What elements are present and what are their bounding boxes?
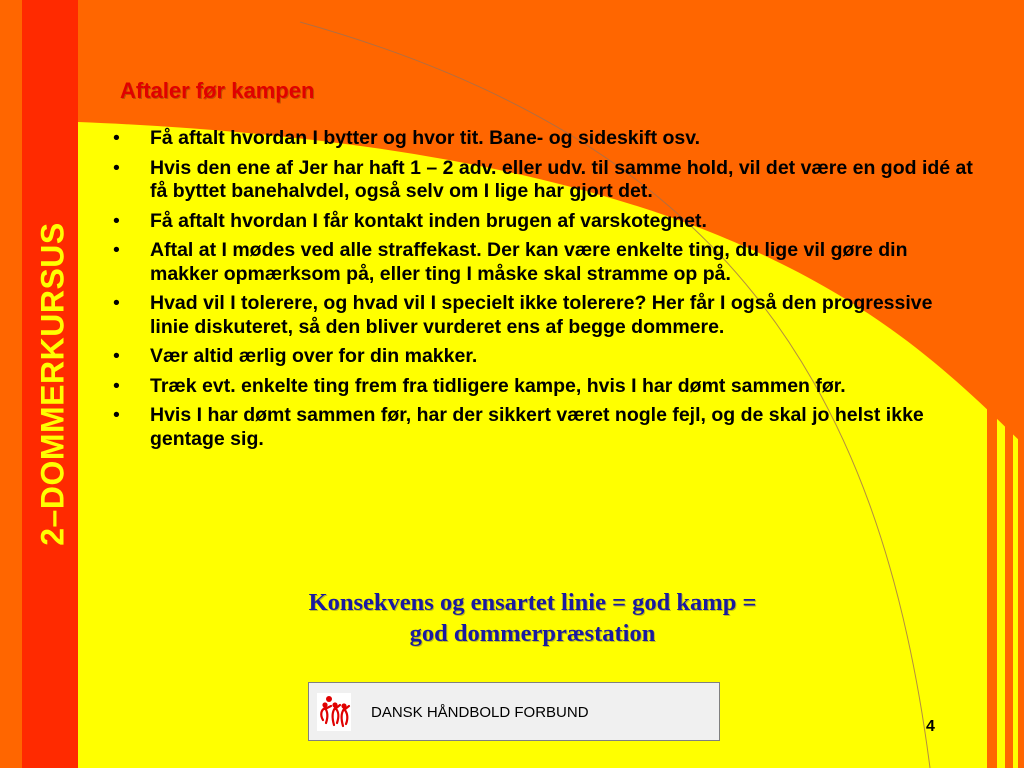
bullet-item (113, 345, 973, 369)
bullet-marker: • (113, 209, 120, 232)
bullet-marker: • (113, 239, 120, 261)
bullet-marker: • (113, 292, 120, 314)
bullet-text: Hvad vil I tolerere, og hvad vil I specielt ikke tolerere? Her får I også den progressive linie diskuteret, så den bliver vurderet ens af begge dommere. (150, 292, 933, 338)
bullet-marker: • (113, 127, 120, 149)
conclusion-line-2: god dommerpræstation (409, 620, 656, 647)
organization-name: DANSK HÅNDBOLD FORBUND (371, 704, 589, 721)
bullet-marker: • (113, 156, 120, 179)
page-number: 4 (926, 718, 935, 735)
bullet-text: Hvis I har dømt sammen før, har der sikkert været nogle fejl, og de skal jo helst ikke gentage sig. (150, 404, 924, 450)
bullet-text: Aftal at I mødes ved alle straffekast. Der kan være enkelte ting, du lige vil gøre din makker opmærksom på, eller ting I måske skal stramme op på. (150, 239, 908, 285)
bullet-marker: • (113, 404, 120, 426)
bullet-item (113, 210, 973, 234)
bullet-item (113, 404, 973, 451)
right-stripe-1 (987, 0, 997, 768)
bullet-list (113, 127, 973, 457)
bullet-marker: • (113, 345, 120, 367)
right-stripe-3 (1018, 0, 1024, 768)
bullet-text: Få aftalt hvordan I bytter og hvor tit. Bane- og sideskift osv. (150, 127, 701, 149)
conclusion-text (200, 587, 865, 649)
bullet-item (113, 292, 973, 339)
conclusion-line-1: Konsekvens og ensartet linie = god kamp = (308, 589, 757, 616)
handball-players-logo-icon (317, 693, 351, 731)
bullet-text: Hvis den ene af Jer har haft 1 – 2 adv. eller udv. til samme hold, vil det være en god idé at få byttet banehalvdel, også selv om I lige har gjort det. (150, 156, 973, 202)
bullet-text: Få aftalt hvordan I får kontakt inden brugen af varskotegnet. (150, 209, 707, 232)
bullet-item (113, 157, 973, 204)
left-orange-edge (0, 0, 22, 768)
right-stripe-2 (1005, 0, 1013, 768)
slide-title: Aftaler før kampen (120, 78, 315, 103)
bullet-item (113, 375, 973, 399)
bullet-text: Træk evt. enkelte ting frem fra tidligere kampe, hvis I har dømt sammen før. (150, 374, 846, 397)
bullet-text: Vær altid ærlig over for din makker. (150, 345, 478, 367)
course-title-vertical: 2–DOMMERKURSUS (34, 222, 71, 546)
bullet-item (113, 127, 973, 151)
bullet-item (113, 239, 973, 286)
bullet-marker: • (113, 374, 120, 397)
footer-logo-box (308, 682, 720, 741)
